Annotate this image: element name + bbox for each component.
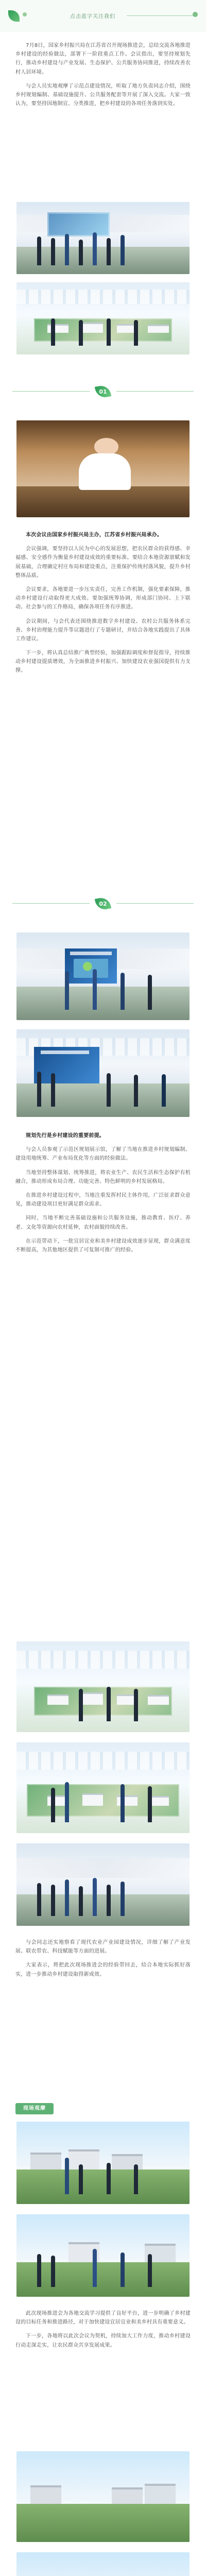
person	[65, 971, 69, 1010]
intro-paragraph-1: 7月8日，国家乡村振兴局在江苏省召开现场推进会，总结交流各地推进乡村建设的经验做法，部署下一阶段重点工作。会议指出，要坚持规划先行，推动乡村建设与产业发展、生态保护、公共服务协同推进，持续改善农村人居环境。	[15, 43, 191, 75]
person	[51, 318, 55, 346]
photo-floor	[16, 987, 190, 1020]
section-3-lead	[15, 1131, 191, 1140]
section-badge-1	[0, 371, 206, 412]
meeting-photo-1	[16, 202, 190, 274]
dot-icon	[23, 12, 27, 16]
person	[51, 238, 55, 265]
section-2-paragraph-2: 会议要求，各地要进一步压实责任，完善工作机制，强化要素保障，推动乡村建设行动取得更大成效。要加强统筹协调，形成部门协同、上下联动、社会参与的工作格局，确保各项任务有序推进。	[15, 586, 191, 611]
section-5-paragraph-2: 下一步，各地将以此次会议为契机，持续加大工作力度，推动乡村建设行动走深走实，让农民群众共享发展成果。	[15, 2333, 191, 2348]
section-2-text	[15, 531, 191, 681]
person-head	[94, 438, 118, 455]
person	[121, 1882, 125, 1916]
badge-number: 01	[99, 388, 107, 395]
lead-text: 规划先行是乡村建设的重要前提。	[26, 1133, 105, 1139]
person	[65, 1879, 69, 1916]
badge-number: 02	[99, 901, 107, 907]
section-2-lead	[15, 531, 191, 539]
person	[51, 2256, 55, 2287]
section-badge-2	[0, 883, 206, 924]
section-2-paragraph-1: 会议强调，要坚持以人民为中心的发展思想，把农民群众的获得感、幸福感、安全感作为衡量乡村建设成效的重要标准。要结合本地资源禀赋和发展基础，合理确定村庄布局和建设重点，注重保护传统村落风貌，提升乡村整体品质。	[15, 546, 191, 579]
planning-model-photo	[16, 1641, 190, 1732]
person	[37, 1072, 41, 1107]
header-inner	[8, 7, 198, 24]
ground	[16, 2170, 190, 2204]
person	[51, 1885, 55, 1916]
poster-title-bar	[70, 952, 112, 955]
leaf-icon	[8, 10, 20, 22]
section-4-text	[15, 1938, 191, 1984]
person	[37, 2254, 41, 2287]
divider-left	[12, 391, 90, 392]
lead-text: 本次会议由国家乡村振兴局主办，江苏省乡村振兴局承办。	[26, 532, 163, 538]
photo-floor	[16, 247, 190, 274]
person	[93, 2249, 97, 2287]
person	[121, 2252, 125, 2287]
person	[162, 1074, 166, 1107]
wide-field-photo	[16, 2451, 190, 2542]
person	[148, 2254, 152, 2287]
site-visit-badge: 现场观摩	[15, 2103, 54, 2114]
model-house	[148, 1695, 168, 1705]
person	[37, 236, 41, 265]
badge-leaf-group	[92, 897, 114, 910]
divider-left	[12, 903, 90, 904]
section-4-paragraph-1: 与会同志还实地察看了现代农业产业园建设情况，详细了解了产业发展、联农带农、科技赋能等方面的进展。	[15, 1940, 191, 1955]
poster-map	[74, 959, 108, 978]
person	[65, 234, 69, 266]
model-house	[117, 1795, 138, 1806]
person	[37, 1883, 41, 1916]
outdoor-visit-photo-2	[16, 2214, 190, 2297]
person	[134, 1075, 138, 1106]
person	[134, 2164, 138, 2194]
farmland	[16, 2504, 190, 2542]
photo-floor	[16, 1894, 190, 1926]
badge-leaf-group	[92, 385, 114, 398]
portrait-table	[16, 486, 190, 517]
person	[107, 2163, 111, 2194]
section-4-paragraph-2: 大家表示，将把此次现场推进会的经验带回去，结合本地实际抓好落实，进一步推动乡村建设取得新成效。	[15, 1962, 191, 1977]
person	[51, 1788, 55, 1822]
person	[107, 1687, 111, 1721]
section-3-text	[15, 1131, 191, 1260]
section-2-paragraph-3: 会议期间，与会代表还围绕推进数字乡村建设、农村公共服务体系完善、乡村治理能力提升等议题进行了专题研讨，并结合各地实践提出了具体工作建议。	[15, 618, 191, 642]
section-5-paragraph-1: 此次现场推进会为各地交流学习提供了良好平台，进一步明确了乡村建设的目标任务和推进路径，对于加快建设宜居宜业和美乡村具有重要意义。	[15, 2311, 191, 2326]
person	[148, 1786, 152, 1822]
person	[65, 2158, 69, 2194]
person	[65, 1782, 69, 1822]
exhibition-photo-2	[16, 1029, 190, 1117]
person	[51, 1073, 55, 1107]
person	[79, 2164, 83, 2194]
person	[93, 969, 97, 1009]
header-divider	[127, 15, 194, 16]
header-dot-icon	[193, 12, 198, 17]
outdoor-visit-photo-1	[16, 2122, 190, 2204]
model-house	[82, 1793, 103, 1806]
planning-model-photo-2	[16, 1742, 190, 1833]
person	[79, 1689, 83, 1721]
visit-photo	[16, 1843, 190, 1926]
person	[79, 1886, 83, 1916]
section-5-text	[15, 2309, 191, 2355]
intro-paragraph-2: 与会人员实地观摩了示范点建设情况，听取了地方负责同志介绍，围绕乡村规划编制、基础设施提升、公共服务配套等开展了深入交流。大家一致认为，要坚持因地制宜、分类推进，把乡村建设的各项任务落到实处。	[15, 83, 191, 107]
model-house	[82, 1692, 103, 1705]
person	[93, 1878, 97, 1916]
ground	[16, 2262, 190, 2297]
person	[107, 1073, 111, 1107]
person	[121, 235, 125, 265]
section-3-paragraph-2: 当地坚持整体谋划、统筹推进，将农业生产、农民生活和生态保护有机融合，推动形成布局合理、功能完善、特色鲜明的乡村发展格局。	[15, 1170, 191, 1184]
section-3-paragraph-4: 同时，当地不断完善基础设施和公共服务设施，推动教育、医疗、养老、文化等资源向农村延伸，农村面貌持续改善。	[15, 1215, 191, 1230]
model-house	[148, 325, 168, 333]
section-3-paragraph-1: 与会人员参观了示范区规划展示馆，了解了当地在推进乡村规划编制、建设用地统筹、产业布局优化等方面的经验做法。	[15, 1147, 191, 1162]
divider-right	[116, 391, 194, 392]
display-screen	[47, 212, 110, 237]
board-title-bar	[41, 1050, 89, 1054]
person	[134, 320, 138, 346]
person	[121, 973, 125, 1009]
intro-text	[15, 41, 191, 113]
greenhouse-photo	[16, 2552, 190, 2576]
speaker-photo	[16, 420, 190, 517]
person	[79, 320, 83, 346]
header-title[interactable]: 点击蓝字关注我们	[70, 14, 115, 20]
photo-window-band	[16, 290, 190, 304]
person	[121, 1784, 125, 1822]
model-house	[47, 1694, 68, 1705]
person-body	[79, 453, 131, 490]
person	[148, 975, 152, 1010]
photo-window-band	[16, 1858, 190, 1878]
person	[79, 240, 83, 265]
section-3-paragraph-5: 在示范带动下，一批宜居宜业和美乡村建设成效逐步显现，群众满意度不断提高，为其他地区提供了可复制可推广的经验。	[15, 1238, 191, 1253]
person	[107, 318, 111, 346]
header	[0, 0, 206, 32]
sky	[16, 2552, 190, 2576]
person	[134, 1689, 138, 1721]
photo-window-band	[16, 1651, 190, 1669]
exhibition-photo	[16, 933, 190, 1020]
person	[93, 232, 97, 265]
divider-right	[116, 903, 194, 904]
person	[107, 1885, 111, 1916]
meeting-photo-2	[16, 282, 190, 354]
section-3-paragraph-3: 在推进乡村建设过程中，当地注重发挥村民主体作用，广泛征求群众意见，推动建设项目更好满足群众需求。	[15, 1192, 191, 1208]
model-house	[82, 323, 103, 333]
photo-window-band	[16, 1752, 190, 1770]
section-2-paragraph-4: 下一步，将认真总结推广典型经验，加强跟踪调度和督促指导，持续推动乡村建设提质增效，为全面推进乡村振兴、加快建设农业强国提供有力支撑。	[15, 650, 191, 674]
person	[107, 238, 111, 265]
